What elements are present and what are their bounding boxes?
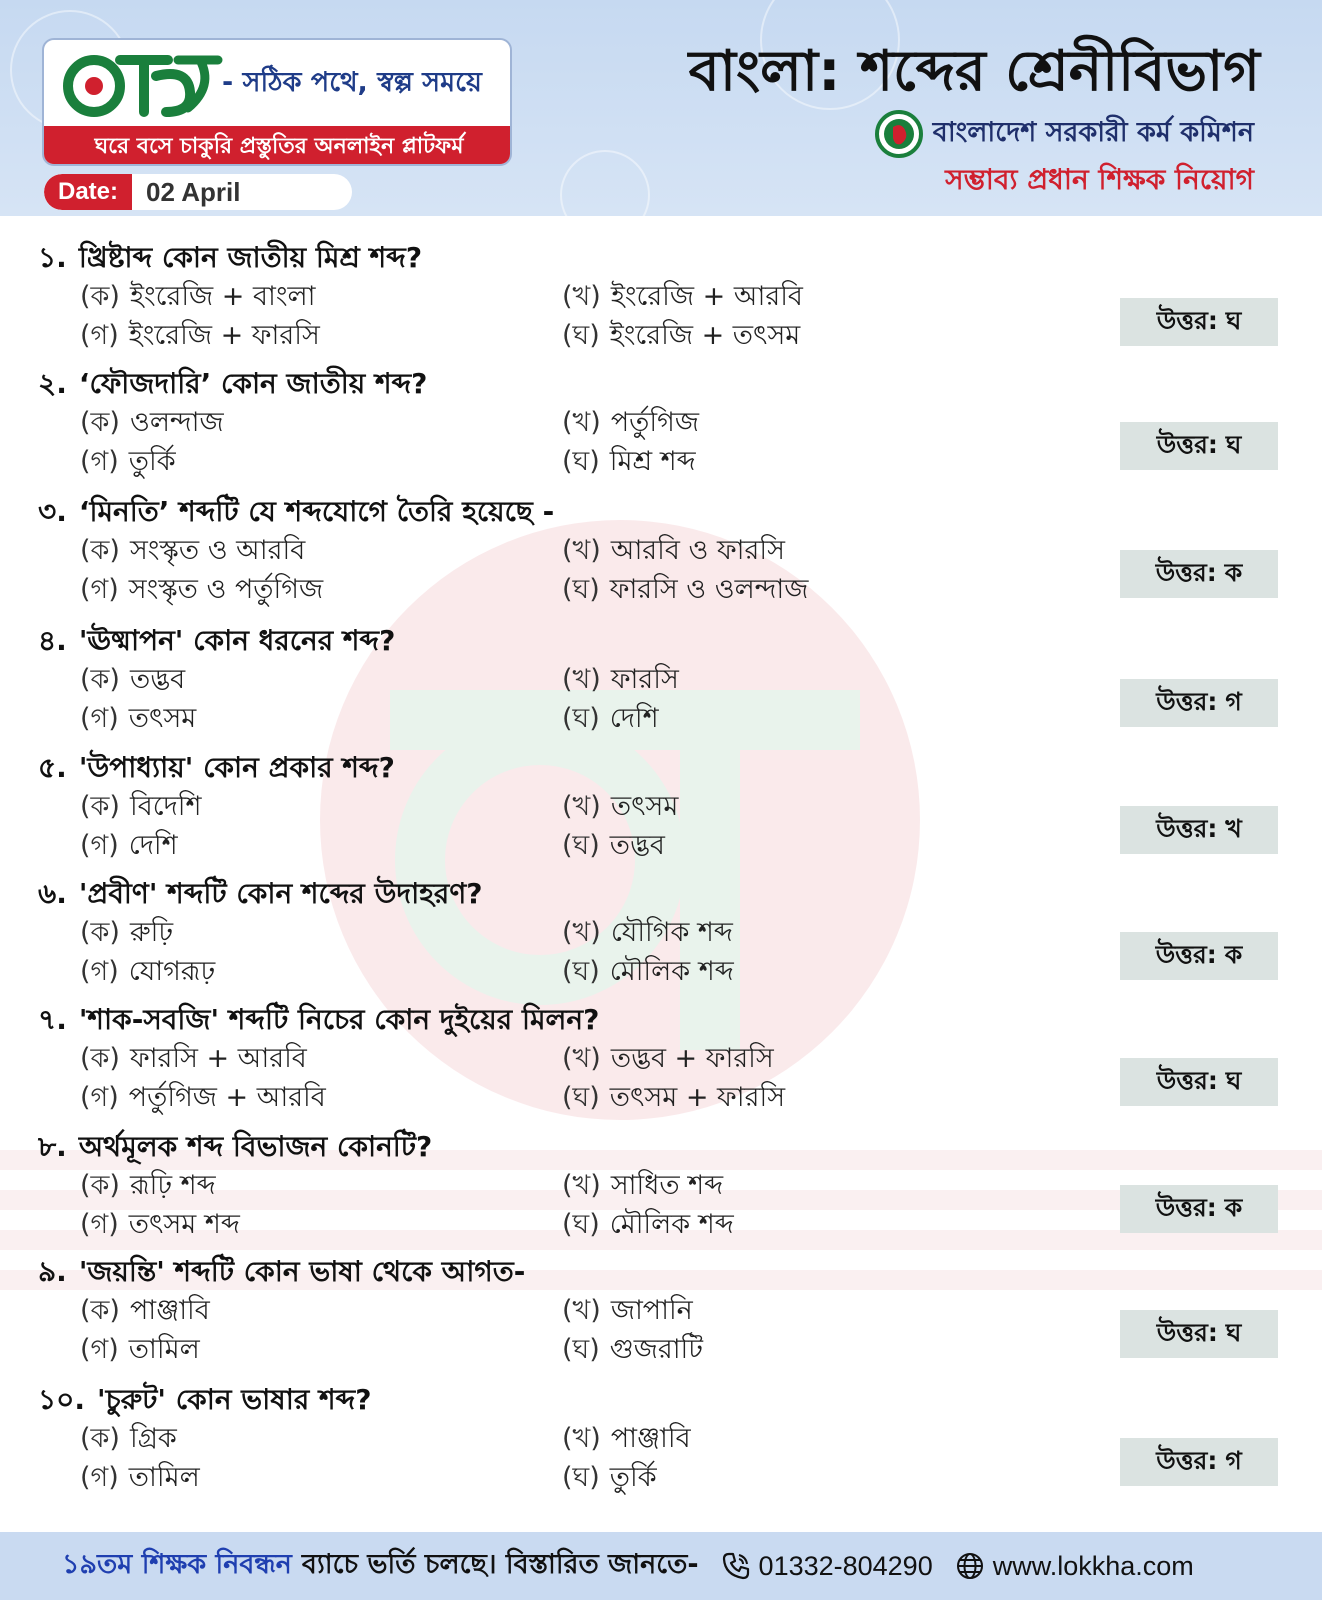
option-gha xyxy=(562,1204,734,1249)
option-text: জাপানি xyxy=(610,1295,693,1326)
option-text: তৎসম শব্দ xyxy=(128,1209,240,1240)
footer-banner xyxy=(0,1532,1322,1600)
answer-value: ক xyxy=(1224,1192,1243,1222)
option-gha xyxy=(562,951,734,996)
question-item xyxy=(0,1125,1322,1251)
option-marker: (ক) xyxy=(80,917,120,948)
commission-name: বাংলাদেশ সরকারী কর্ম কমিশন xyxy=(932,116,1254,148)
answer-label: উত্তর: xyxy=(1156,813,1218,843)
option-ga xyxy=(80,825,178,870)
answer-label: উত্তর: xyxy=(1155,557,1217,587)
option-marker: (খ) xyxy=(562,1423,601,1454)
answer-badge xyxy=(1120,550,1278,598)
option-text: দেশি xyxy=(609,703,659,734)
footer-highlight: ১৯তম শিক্ষক নিবন্ধন xyxy=(62,1548,292,1580)
question-item xyxy=(0,1250,1322,1376)
option-marker: (ঘ) xyxy=(562,956,600,987)
question-item xyxy=(0,236,1322,362)
option-marker: (গ) xyxy=(80,574,119,605)
date-badge xyxy=(44,174,352,210)
answer-value: ক xyxy=(1224,939,1243,969)
question-stem: 'চুরুট' কোন ভাষার শব্দ? xyxy=(97,1383,372,1416)
option-text: পাঞ্জাবি xyxy=(610,1423,691,1454)
option-text: যৌগিক শব্দ xyxy=(610,917,733,948)
option-gha xyxy=(562,698,659,743)
phone-icon xyxy=(721,1551,751,1581)
question-stem: 'শাক-সবজি' শব্দটি নিচের কোন দুইয়ের মিলন? xyxy=(78,1003,600,1036)
option-ga xyxy=(80,1077,326,1122)
option-text: গুজরাটি xyxy=(609,1334,703,1365)
option-text: তুর্কি xyxy=(609,1462,657,1493)
question-number: ৯. xyxy=(38,1255,67,1288)
option-marker: (খ) xyxy=(562,1295,601,1326)
option-text: ইংরেজি + তৎসম xyxy=(609,320,801,351)
option-marker: (ঘ) xyxy=(562,446,600,477)
answer-label: উত্তর: xyxy=(1156,686,1218,716)
question-stem: অর্থমূলক শব্দ বিভাজন কোনটি? xyxy=(78,1130,433,1163)
question-number: ৫. xyxy=(38,751,67,784)
question-item xyxy=(0,619,1322,745)
option-marker: (খ) xyxy=(562,1043,601,1074)
option-text: তৎসম xyxy=(128,703,197,734)
answer-badge xyxy=(1120,298,1278,346)
question-item xyxy=(0,872,1322,998)
option-marker: (ঘ) xyxy=(562,830,600,861)
option-marker: (ক) xyxy=(80,1170,120,1201)
question-number: ৭. xyxy=(38,1003,67,1036)
option-text: তদ্ভব xyxy=(609,830,665,861)
brand-tagline: - সঠিক পথে, স্বল্প সময়ে xyxy=(222,67,482,98)
answer-label: উত্তর: xyxy=(1156,1065,1218,1095)
brand-logo-icon xyxy=(58,46,228,118)
option-text: মিশ্র শব্দ xyxy=(609,446,696,477)
option-ga xyxy=(80,698,196,743)
option-text: রুঢ়ি xyxy=(129,917,174,948)
brand-logo-card xyxy=(42,38,512,166)
question-item xyxy=(0,490,1322,616)
option-marker: (ক) xyxy=(80,281,120,312)
option-marker: (গ) xyxy=(80,1462,119,1493)
question-stem: 'উপাধ্যায়' কোন প্রকার শব্দ? xyxy=(78,751,395,784)
option-text: তদ্ভব xyxy=(129,664,186,695)
question-item xyxy=(0,998,1322,1124)
footer-text: ব্যাচে ভর্তি চলছে। বিস্তারিত জানতে- xyxy=(301,1548,699,1580)
option-text: ওলন্দাজ xyxy=(129,407,224,438)
option-text: পর্তুগিজ xyxy=(610,407,699,438)
answer-value: ঘ xyxy=(1225,1065,1242,1095)
option-gha xyxy=(562,1457,657,1502)
answer-label: উত্তর: xyxy=(1156,305,1218,335)
question-stem: ‘মিনতি’ শব্দটি যে শব্দযোগে তৈরি হয়েছে - xyxy=(78,495,555,528)
website-link[interactable]: www.lokkha.com xyxy=(992,1550,1194,1581)
question-number: ২. xyxy=(38,367,67,400)
option-text: তুর্কি xyxy=(128,446,176,477)
option-text: সংস্কৃত ও আরবি xyxy=(129,535,306,566)
option-text: ইংরেজি + ফারসি xyxy=(128,320,320,351)
option-marker: (গ) xyxy=(80,1082,119,1113)
background-doodle xyxy=(560,150,650,216)
option-text: বিদেশি xyxy=(129,791,202,822)
answer-badge xyxy=(1120,932,1278,980)
question-item xyxy=(0,362,1322,488)
option-marker: (গ) xyxy=(80,1209,119,1240)
answer-label: উত্তর: xyxy=(1155,939,1217,969)
option-marker: (গ) xyxy=(80,446,119,477)
option-marker: (ক) xyxy=(80,664,120,695)
option-marker: (ঘ) xyxy=(562,1209,600,1240)
answer-badge xyxy=(1120,1185,1278,1233)
option-marker: (খ) xyxy=(562,664,601,695)
option-ga xyxy=(80,1329,200,1374)
option-gha xyxy=(562,315,800,360)
page-title: বাংলা: শব্দের শ্রেনীবিভাগ xyxy=(688,39,1260,104)
option-text: সংস্কৃত ও পর্তুগিজ xyxy=(128,574,324,605)
option-marker: (খ) xyxy=(562,281,601,312)
option-gha xyxy=(562,825,665,870)
question-stem: ‘ফৌজদারি’ কোন জাতীয় শব্দ? xyxy=(78,367,428,400)
phone-number[interactable]: 01332-804290 xyxy=(758,1550,933,1581)
answer-badge xyxy=(1120,422,1278,470)
question-number: ৪. xyxy=(38,624,67,657)
option-text: যোগরূঢ় xyxy=(128,956,216,987)
answer-value: ঘ xyxy=(1225,1317,1242,1347)
answer-badge xyxy=(1120,806,1278,854)
option-ga xyxy=(80,951,215,996)
header xyxy=(0,0,1322,216)
option-ga xyxy=(80,1457,200,1502)
option-marker: (ক) xyxy=(80,791,120,822)
option-text: ইংরেজি + আরবি xyxy=(610,281,803,312)
option-marker: (ঘ) xyxy=(562,1082,600,1113)
option-gha xyxy=(562,1077,785,1122)
option-text: ফারসি ও ওলন্দাজ xyxy=(609,574,809,605)
option-gha xyxy=(562,1329,703,1374)
option-text: পাঞ্জাবি xyxy=(129,1295,210,1326)
question-stem: 'জয়ন্তি' শব্দটি কোন ভাষা থেকে আগত- xyxy=(78,1255,526,1288)
question-stem: 'ঊষ্মাপন' কোন ধরনের শব্দ? xyxy=(78,624,396,657)
answer-badge xyxy=(1120,1438,1278,1486)
answer-label: উত্তর: xyxy=(1156,1317,1218,1347)
question-stem: 'প্রবীণ' শব্দটি কোন শব্দের উদাহরণ? xyxy=(78,877,483,910)
brand-banner: ঘরে বসে চাকুরি প্রস্তুতির অনলাইন প্লাটফর্ম xyxy=(44,126,512,166)
option-marker: (খ) xyxy=(562,535,601,566)
question-stem: খ্রিষ্টাব্দ কোন জাতীয় মিশ্র শব্দ? xyxy=(78,241,423,274)
option-marker: (ঘ) xyxy=(562,1462,600,1493)
option-gha xyxy=(562,569,808,614)
option-marker: (গ) xyxy=(80,830,119,861)
answer-badge xyxy=(1120,679,1278,727)
answer-value: ঘ xyxy=(1225,305,1242,335)
option-text: ফারসি + আরবি xyxy=(129,1043,307,1074)
option-text: মৌলিক শব্দ xyxy=(609,956,734,987)
option-marker: (খ) xyxy=(562,791,601,822)
answer-label: উত্তর: xyxy=(1156,1445,1218,1475)
option-text: পর্তুগিজ + আরবি xyxy=(128,1082,326,1113)
option-marker: (গ) xyxy=(80,320,119,351)
question-number: ৩. xyxy=(38,495,67,528)
question-number: ৬. xyxy=(38,877,67,910)
date-label: Date: xyxy=(44,174,132,210)
answer-value: খ xyxy=(1225,813,1242,843)
option-marker: (ঘ) xyxy=(562,1334,600,1365)
commission-line xyxy=(875,110,1254,158)
option-marker: (গ) xyxy=(80,1334,119,1365)
option-marker: (ক) xyxy=(80,407,120,438)
option-marker: (খ) xyxy=(562,917,601,948)
question-item xyxy=(0,746,1322,872)
option-marker: (খ) xyxy=(562,407,601,438)
option-text: ইংরেজি + বাংলা xyxy=(129,281,316,312)
government-emblem-icon xyxy=(875,110,923,158)
answer-badge xyxy=(1120,1058,1278,1106)
option-text: মৌলিক শব্দ xyxy=(609,1209,734,1240)
option-marker: (ক) xyxy=(80,1295,120,1326)
answer-value: গ xyxy=(1225,1445,1242,1475)
option-marker: (ঘ) xyxy=(562,703,600,734)
option-marker: (গ) xyxy=(80,703,119,734)
option-text: তদ্ভব + ফারসি xyxy=(610,1043,774,1074)
option-text: আরবি ও ফারসি xyxy=(610,535,785,566)
exam-name: সম্ভাব্য প্রধান শিক্ষক নিয়োগ xyxy=(945,163,1254,196)
question-number: ৮. xyxy=(38,1130,67,1163)
answer-value: ঘ xyxy=(1225,429,1242,459)
option-text: গ্রিক xyxy=(129,1423,177,1454)
answer-badge xyxy=(1120,1310,1278,1358)
option-text: দেশি xyxy=(128,830,178,861)
option-ga xyxy=(80,315,320,360)
answer-label: উত্তর: xyxy=(1156,429,1218,459)
option-text: তামিল xyxy=(128,1462,200,1493)
option-ga xyxy=(80,569,323,614)
option-marker: (ঘ) xyxy=(562,320,600,351)
option-text: রূঢ়ি শব্দ xyxy=(129,1170,216,1201)
option-ga xyxy=(80,441,176,486)
option-marker: (ক) xyxy=(80,535,120,566)
option-marker: (গ) xyxy=(80,956,119,987)
option-marker: (ক) xyxy=(80,1043,120,1074)
option-text: তামিল xyxy=(128,1334,200,1365)
answer-label: উত্তর: xyxy=(1155,1192,1217,1222)
globe-icon xyxy=(955,1551,985,1581)
option-text: ফারসি xyxy=(610,664,679,695)
question-number: ১. xyxy=(38,241,67,274)
option-marker: (খ) xyxy=(562,1170,601,1201)
option-text: সাধিত শব্দ xyxy=(610,1170,724,1201)
option-gha xyxy=(562,441,696,486)
option-text: তৎসম + ফারসি xyxy=(609,1082,786,1113)
question-item xyxy=(0,1378,1322,1504)
date-value: 02 April xyxy=(146,176,241,207)
option-ga xyxy=(80,1204,240,1249)
option-text: তৎসম xyxy=(610,791,679,822)
option-marker: (ক) xyxy=(80,1423,120,1454)
answer-value: ক xyxy=(1224,557,1243,587)
option-marker: (ঘ) xyxy=(562,574,600,605)
question-number: ১০. xyxy=(38,1383,86,1416)
answer-value: গ xyxy=(1225,686,1242,716)
